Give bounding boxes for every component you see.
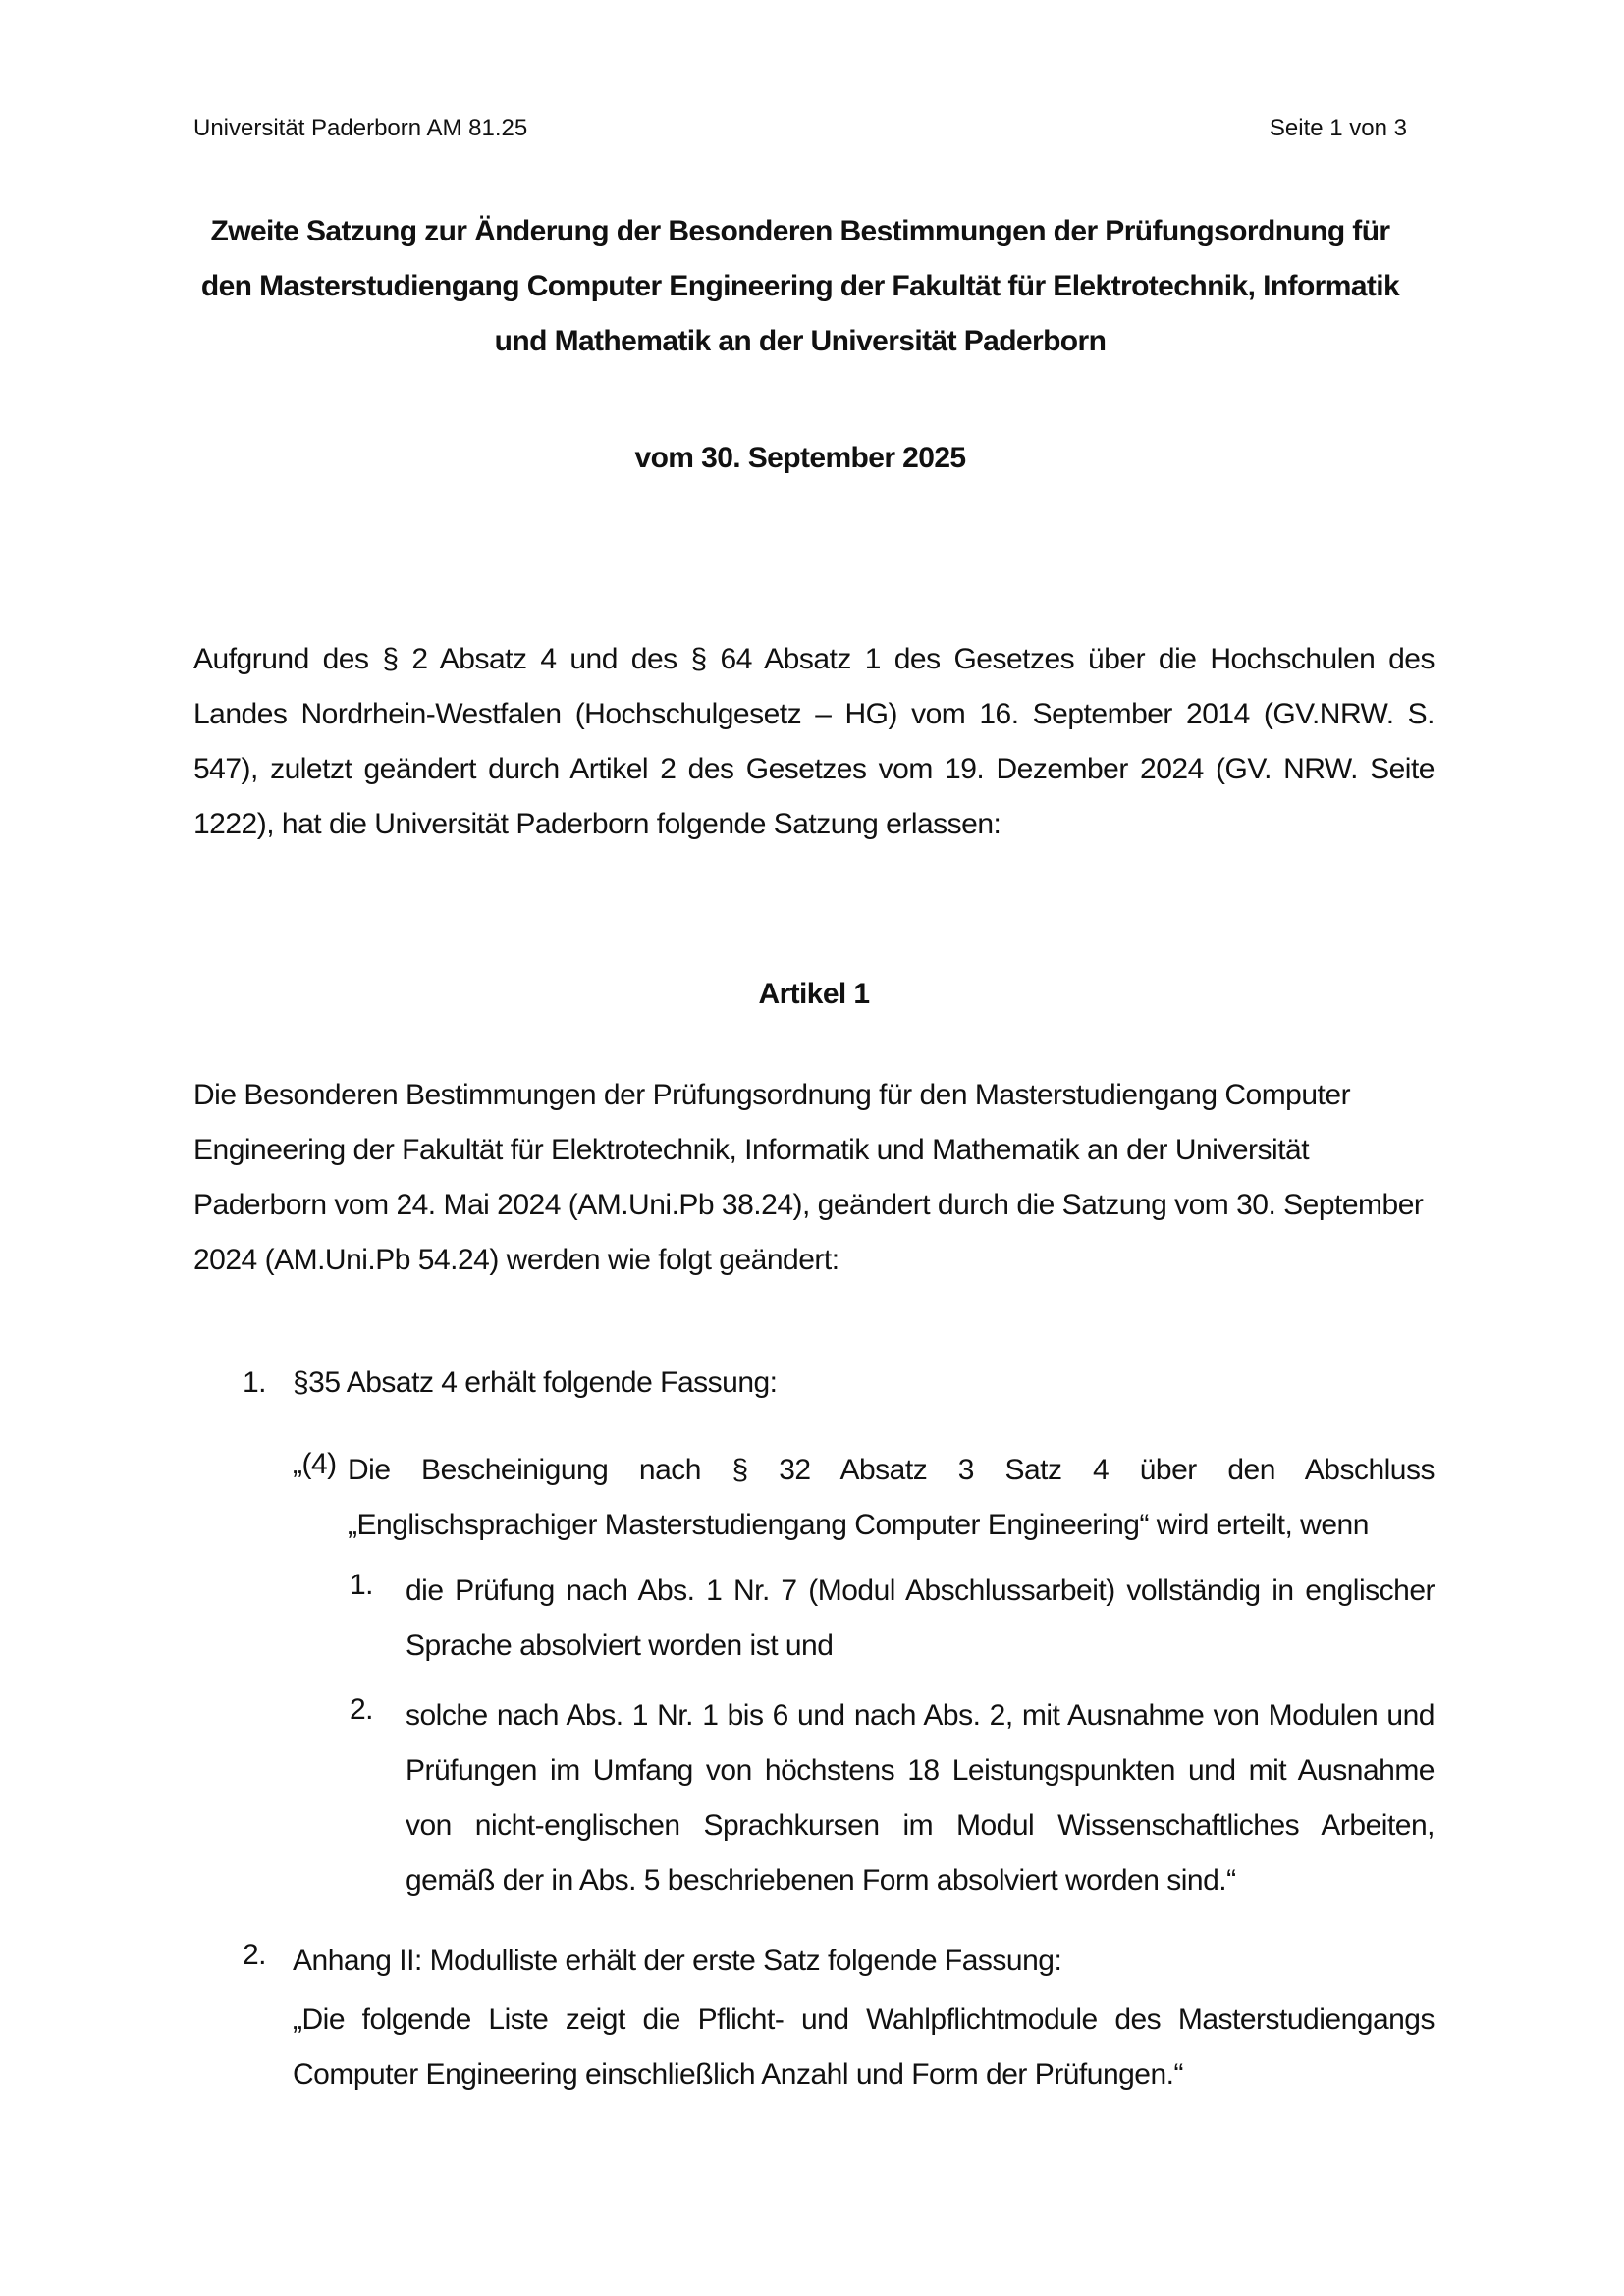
subitem-text: solche nach Abs. 1 Nr. 1 bis 6 und nach Abs. 2, mit Ausnahme von Modulen und Prüfungen im Umfang von höchstens 18 Leistungspunkten und mit Ausnahme von nicht-englischen Sprachkursen im Modul Wissenschaftliches Arbeiten, gemäß der in Abs. 5 beschriebenen Form absolviert worden sind.“ [406,1699,1435,1896]
list-item-number: 2. [243,1939,267,1971]
subitem-text: die Prüfung nach Abs. 1 Nr. 7 (Modul Abschlussarbeit) vollständig in englischer Sprache absolviert worden ist und [406,1575,1435,1662]
document-title: Zweite Satzung zur Änderung der Besonderen Bestimmungen der Prüfungsordnung für den Masterstudiengang Computer Engineering der Fakultät für Elektrotechnik, Informatik und Mathematik an der Universität Paderborn [200,215,1400,357]
subitem-number: 1. [350,1569,374,1601]
clause-number: „(4) [293,1448,337,1480]
article-heading: Artikel 1 [758,978,870,1010]
subitem-number: 2. [350,1693,374,1726]
quoted-text: „Die folgende Liste zeigt die Pflicht- und Wahlpflichtmodule des Masterstudiengangs Computer Engineering einschließlich Anzahl und Form der Prüfungen.“ [293,2003,1435,2091]
header-page-number: Seite 1 von 3 [1269,115,1407,141]
list-item-number: 1. [243,1366,267,1399]
list-item-text: §35 Absatz 4 erhält folgende Fassung: [293,1366,778,1399]
list-item-text: Anhang II: Modulliste erhält der erste Satz folgende Fassung: [293,1945,1062,1977]
document-date: vom 30. September 2025 [634,442,966,474]
clause-text: Die Bescheinigung nach § 32 Absatz 3 Satz 4 über den Abschluss „Englischsprachiger Masterstudiengang Computer Engineering“ wird erteilt, wenn [348,1454,1435,1541]
article-paragraph: Die Besonderen Bestimmungen der Prüfungsordnung für den Masterstudiengang Computer Engineering der Fakultät für Elektrotechnik, Informatik und Mathematik an der Universität Paderborn vom 24. Mai 2024 (AM.Uni.Pb 38.24), geändert durch die Satzung vom 30. September 2024 (AM.Uni.Pb 54.24) werden wie folgt geändert: [193,1079,1424,1276]
preamble-paragraph: Aufgrund des § 2 Absatz 4 und des § 64 Absatz 1 des Gesetzes über die Hochschulen des Landes Nordrhein-Westfalen (Hochschulgesetz – HG) vom 16. September 2014 (GV.NRW. S. 547), zuletzt geändert durch Artikel 2 des Gesetzes vom 19. Dezember 2024 (GV. NRW. Seite 1222), hat die Universität Paderborn folgende Satzung erlassen: [193,643,1435,840]
header-left: Universität Paderborn AM 81.25 [193,115,528,141]
